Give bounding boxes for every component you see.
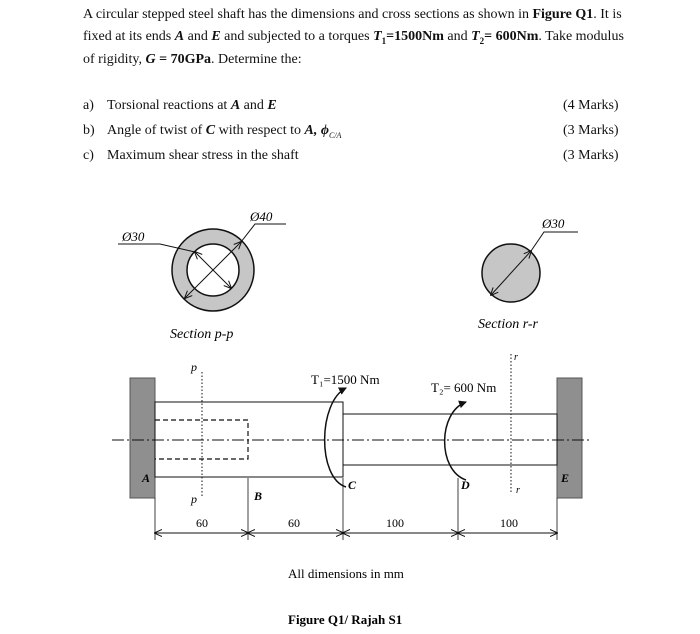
point-b: B: [254, 489, 263, 503]
question-c-text: Maximum shear stress in the shaft: [107, 148, 299, 163]
section-r-r: [482, 232, 578, 302]
point-d: D: [461, 478, 470, 492]
question-b-marks: (3 Marks): [563, 123, 619, 138]
cut-r-top: r: [514, 352, 518, 363]
point-e: E: [561, 471, 570, 485]
question-b-label: b): [83, 123, 95, 138]
leader-r: [531, 232, 578, 251]
point-a: A: [142, 471, 151, 485]
dimensions-note: All dimensions in mm: [288, 566, 404, 581]
dim-value-4: 100: [500, 516, 518, 530]
section-p-label: Section p-p: [170, 327, 234, 342]
question-c-marks: (3 Marks): [563, 148, 619, 163]
figure-caption: Figure Q1/ Rajah S1: [288, 612, 403, 627]
dim-r: Ø30: [542, 216, 565, 231]
dim-outer-p: Ø40: [250, 209, 273, 224]
dim-inner-p: Ø30: [122, 229, 145, 244]
torque-t2-label: T₂= 600 Nm: [431, 380, 497, 395]
problem-line-3: of rigidity, G = 70GPa. Determine the:: [83, 52, 302, 67]
question-a-text: Torsional reactions at A and E: [107, 98, 277, 113]
dim-value-3: 100: [386, 516, 404, 530]
dim-value-1: 60: [196, 516, 208, 530]
cut-r-bottom: r: [516, 485, 520, 496]
point-c: C: [348, 478, 357, 492]
question-a-marks: (4 Marks): [563, 98, 619, 113]
problem-line-1: A circular stepped steel shaft has the dimensions and cross sections as shown in Figure Q1. It is: [83, 7, 622, 22]
cut-p-top: p: [191, 360, 197, 374]
question-a-label: a): [83, 98, 94, 113]
dim-value-2: 60: [288, 516, 300, 530]
leader-outer: [241, 224, 286, 242]
question-b-text: Angle of twist of C with respect to A, $\phi_{C/A}$: [107, 123, 342, 140]
cut-p-bottom: p: [191, 492, 197, 506]
torque-t1-label: T₁=1500 Nm: [311, 372, 380, 387]
section-r-label: Section r-r: [478, 317, 538, 332]
problem-line-2: fixed at its ends A and E and subjected to a torques $T_1=1500Nm$ and $T_2= 600Nm$. Take modulus: [83, 29, 624, 46]
question-c-label: c): [83, 148, 94, 163]
